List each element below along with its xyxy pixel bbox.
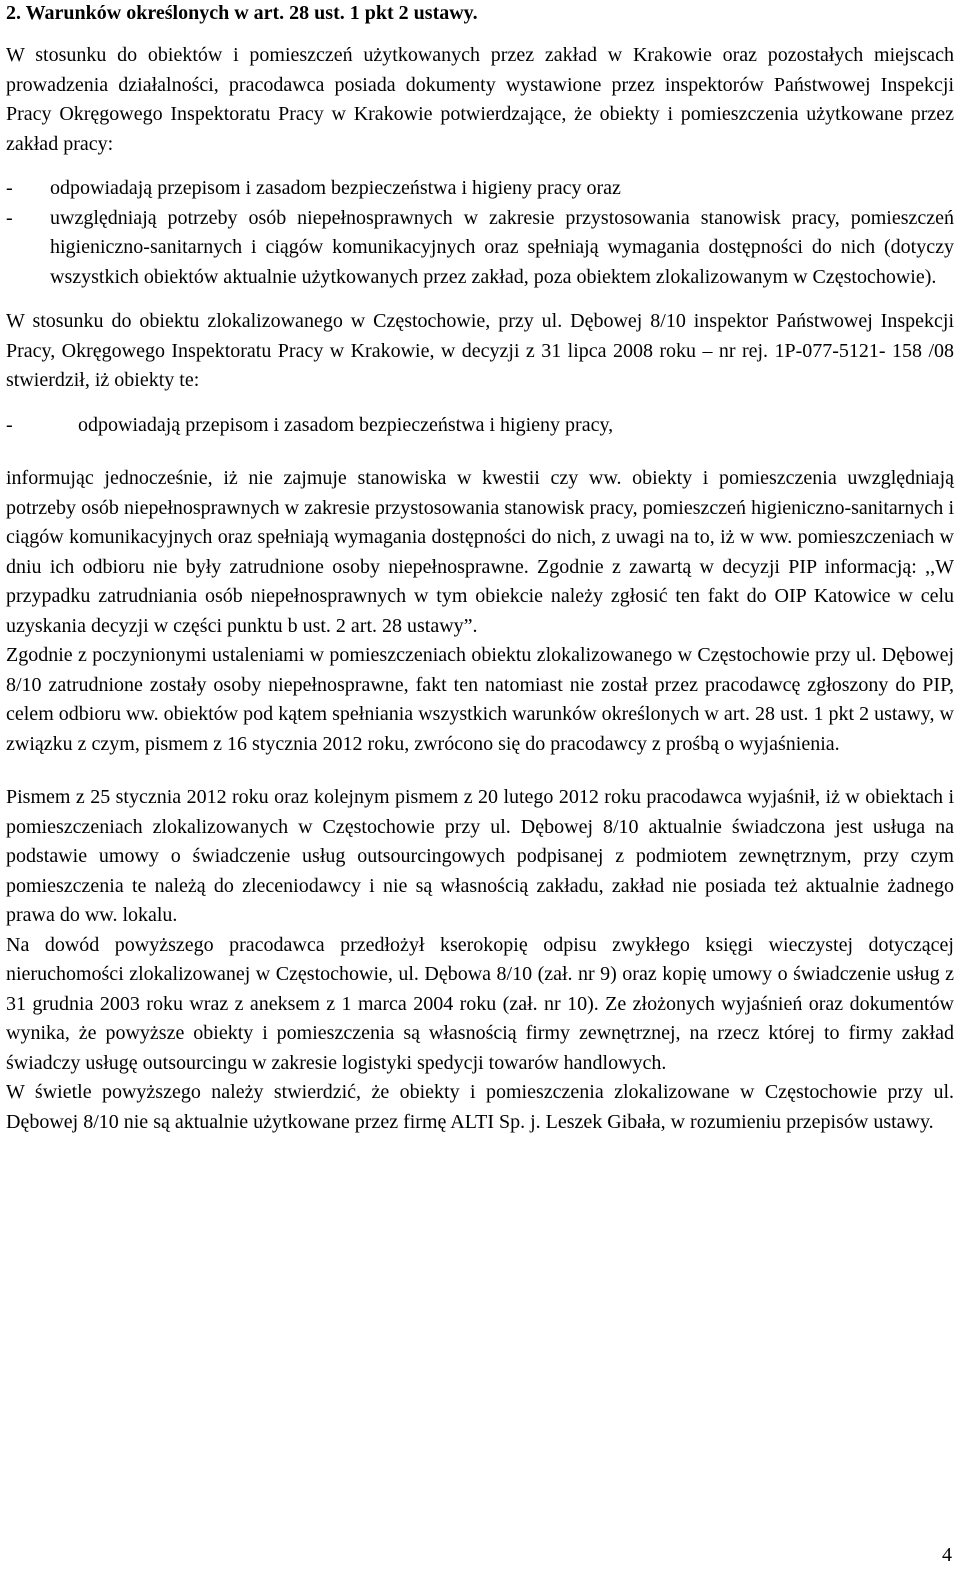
findings-list <box>6 411 954 441</box>
dash-marker: - <box>6 177 13 199</box>
section-heading: 2. Warunków określonych w art. 28 ust. 1 pkt 2 ustawy. <box>6 2 478 24</box>
paragraph-conclusion: W świetle powyższego należy stwierdzić, że obiekty i pomieszczenia zlokalizowane w Częstochowie przy ul. Dębowej 8/10 nie są aktualnie użytkowane przez firmę ALTI Sp. j. Leszek Gibała, w rozumieniu przepisów ustawy. <box>6 1081 954 1133</box>
dash-marker: - <box>6 413 13 436</box>
paragraph-informing: informując jednocześnie, iż nie zajmuje stanowiska w kwestii czy ww. obiekty i pomieszczenia uwzględniają potrzeby osób niepełnosprawnych w zakresie przystosowania stanowisk pracy, pomieszczeń higieniczno-sanitarnych i ciągów komunikacyjnych oraz spełniają wymagania dostępności do nich, z uwagi na to, iż w ww. pomieszczeniach w dniu ich odbioru nie były zatrudnione osoby niepełnosprawne. Zgodnie z zawartą w decyzji PIP informacją: ,,W przypadku zatrudniania osób niepełnosprawnych w tym obiekcie należy zgłosić ten fakt do OIP Katowice w celu uzyskania decyzji w części punktu b ust. 2 art. 28 ustawy”. <box>6 467 954 637</box>
list-item: - odpowiadają przepisom i zasadom bezpieczeństwa i higieny pracy, <box>6 411 954 441</box>
paragraph-employer-reply: Pismem z 25 stycznia 2012 roku oraz kolejnym pismem z 20 lutego 2012 roku pracodawca wyjaśnił, iż w obiektach i pomieszczeniach zlokalizowanych w Częstochowie przy ul. Dębowej 8/10 aktualnie świadczona jest usługa na podstawie umowy o świadczenie usług outsourcingowych podpisanej z podmiotem zewnętrznym, przy czym pomieszczenia te należą do zleceniodawcy i nie są własnością zakładu, zakład nie posiada też aktualnie żadnego prawa do ww. lokalu. <box>6 786 954 926</box>
paragraph-intro: W stosunku do obiektów i pomieszczeń użytkowanych przez zakład w Krakowie oraz pozostałych miejscach prowadzenia działalności, pracodawca posiada dokumenty wystawione przez inspektorów Państwowej Inspekcji Pracy Okręgowego Inspektoratu Pracy w Krakowie potwierdzające, że obiekty i pomieszczenia użytkowane przez zakład pracy: <box>6 44 954 155</box>
paragraph-evidence: Na dowód powyższego pracodawca przedłożył kserokopię odpisu zwykłego księgi wieczystej dotyczącej nieruchomości zlokalizowanej w Częstochowie, ul. Dębowa 8/10 (zał. nr 9) oraz kopię umowy o świadczenie usług z 31 grudnia 2003 roku wraz z aneksem z 1 marca 2004 roku (zał. nr 10). Ze złożonych wyjaśnień oraz dokumentów wynika, że powyższe obiekty i pomieszczenia są własnością firmy zewnętrznej, na rzecz której to firmy zakład świadczy usługę outsourcingu w zakresie logistyki spedycji towarów handlowych. <box>6 933 954 1074</box>
list-item: - odpowiadają przepisom i zasadom bezpieczeństwa i higieny pracy oraz <box>6 174 954 204</box>
paragraph-czestochowa: W stosunku do obiektu zlokalizowanego w Częstochowie, przy ul. Dębowej 8/10 inspektor Państwowej Inspekcji Pracy, Okręgowego Inspektoratu Pracy w Krakowie, w decyzji z 31 lipca 2008 roku – nr rej. 1P-077-5121- 158 /08 stwierdził, iż obiekty te: <box>6 310 954 391</box>
document-page <box>6 0 954 1137</box>
list-item: - uwzględniają potrzeby osób niepełnosprawnych w zakresie przystosowania stanowisk pracy, pomieszczeń higieniczno-sanitarnych i ciągów komunikacyjnych oraz spełniają wymagania dostępności do nich (dotyczy wszystkich obiektów aktualnie użytkowanych przez zakład, poza obiektem zlokalizowanym w Częstochowie). <box>6 204 954 293</box>
requirements-list <box>6 174 954 292</box>
dash-marker: - <box>6 206 13 229</box>
paragraph-findings: Zgodnie z poczynionymi ustaleniami w pomieszczeniach obiektu zlokalizowanego w Częstochowie przy ul. Dębowej 8/10 zatrudnione zostały osoby niepełnosprawne, fakt ten natomiast nie został przez pracodawcę zgłoszony do PIP, celem odbioru ww. obiektów pod kątem spełniania wszystkich warunków określonych w art. 28 ust. 1 pkt 2 ustawy, w związku z czym, pismem z 16 stycznia 2012 roku, zwrócono się do pracodawcy z prośbą o wyjaśnienia. <box>6 644 954 755</box>
page-number: 4 <box>942 1544 952 1566</box>
